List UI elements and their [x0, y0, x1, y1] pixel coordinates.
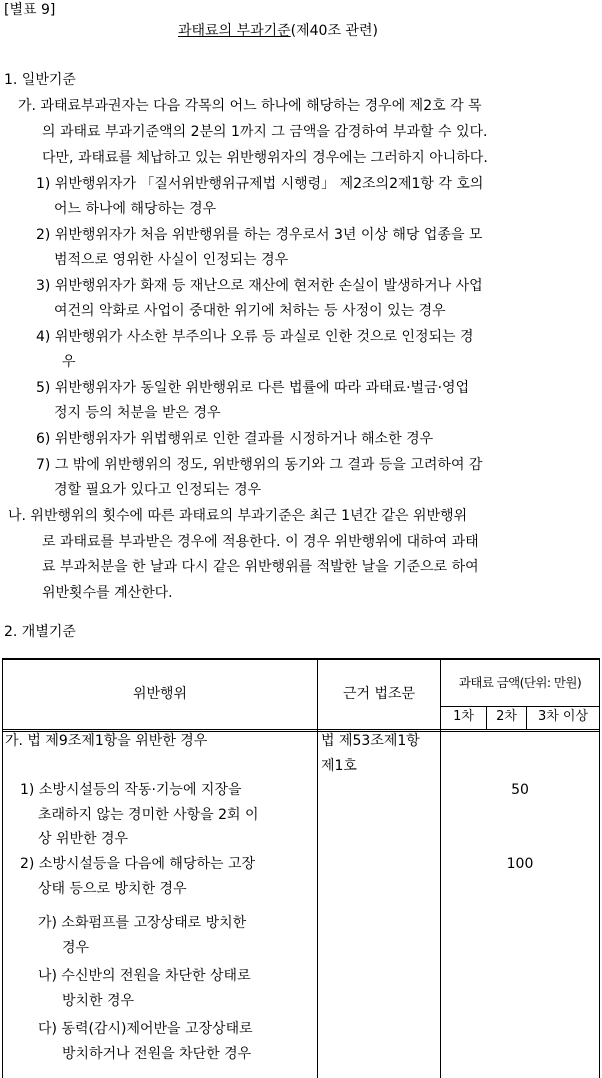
table-row: 가) 소화펌프를 고장상태로 방치한: [38, 915, 247, 931]
table-row: 2) 소방시설등을 다음에 해당하는 고장: [20, 856, 256, 872]
col-header-law: 근거 법조문: [342, 686, 416, 702]
table-row: 상태 등으로 방치한 경우: [38, 881, 187, 897]
list-item: 우: [62, 354, 76, 370]
fine-amount: 50: [511, 782, 529, 798]
list-item: 5) 위반행위자가 동일한 위반행위로 다른 법률에 따라 과태료·벌금·영업: [36, 380, 470, 396]
fine-amount: 100: [506, 856, 534, 872]
list-item: 범적으로 영위한 사실이 인정되는 경우: [54, 252, 289, 268]
list-item: 어느 하나에 해당하는 경우: [54, 201, 217, 217]
list-item: 4) 위반행위가 사소한 부주의나 오류 등 과실로 인한 것으로 인정되는 경: [36, 329, 474, 345]
table-row: 상 위반한 경우: [38, 831, 129, 847]
title-main: 과태료의 부과기준: [178, 23, 291, 39]
table-row: 초래하지 않는 경미한 사항을 2회 이: [38, 807, 259, 823]
clause-na-line: 나. 위반행위의 횟수에 따른 과태료의 부과기준은 최근 1년간 같은 위반행위: [8, 508, 468, 524]
table-row: 방치한 경우: [62, 993, 135, 1009]
col-header-1st: 1차: [453, 709, 474, 724]
title-ref: (제40조 관련): [290, 23, 378, 39]
list-item: 7) 그 밖에 위반행위의 정도, 위반행위의 동기와 그 결과 등을 고려하여 감: [36, 457, 483, 473]
list-item: 3) 위반행위자가 화재 등 재난으로 재산에 현저한 손실이 발생하거나 사업: [36, 278, 483, 294]
table-row: 나) 수신반의 전원을 차단한 상태로: [38, 968, 251, 984]
section-heading-general: 1. 일반기준: [4, 72, 76, 88]
col-header-3rd: 3차 이상: [537, 709, 589, 724]
list-item: 6) 위반행위자가 위법행위로 인한 결과를 시정하거나 해소한 경우: [36, 431, 434, 447]
table-row: 방치하거나 전원을 차단한 경우: [62, 1046, 252, 1062]
law-reference: 제1호: [321, 758, 357, 774]
list-item: 여건의 악화로 사업이 중대한 위기에 처하는 등 사정이 있는 경우: [54, 303, 446, 319]
list-item: 1) 위반행위자가 「질서위반행위규제법 시행령」 제2조의2제1항 각 호의: [36, 176, 484, 192]
clause-na-line: 로 과태료를 부과받은 경우에 적용한다. 이 경우 위반행위에 대하여 과태: [42, 534, 479, 550]
law-reference: 법 제53조제1항: [321, 733, 420, 749]
list-item: 정지 등의 처분을 받은 경우: [54, 405, 221, 421]
list-item: 2) 위반행위자가 처음 위반행위를 하는 경우로서 3년 이상 해당 업종을 모: [36, 227, 483, 243]
clause-ga-line: 가. 과태료부과권자는 다음 각목의 어느 하나에 해당하는 경우에 제2호 각 목: [18, 98, 482, 114]
clause-ga-line: 의 과태료 부과기준액의 2분의 1까지 그 금액을 감경하여 부과할 수 있다.: [42, 124, 488, 140]
page-title: [178, 21, 378, 41]
col-header-fine: 과태료 금액(단위: 만원): [458, 675, 582, 690]
clause-ga-line: 다만, 과태료를 체납하고 있는 위반행위자의 경우에는 그러하지 아니하다.: [42, 150, 488, 166]
section-heading-individual: 2. 개별기준: [4, 624, 76, 640]
table-row: 경우: [62, 940, 90, 956]
table-row: 1) 소방시설등의 작동·기능에 지장을: [20, 782, 242, 798]
table-row: 다) 동력(감시)제어반을 고장상태로: [38, 1021, 253, 1037]
clause-na-line: 위반횟수를 계산한다.: [42, 585, 173, 601]
appendix-label: [별표 9]: [4, 2, 56, 18]
list-item: 경할 필요가 있다고 인정되는 경우: [54, 482, 262, 498]
col-header-2nd: 2차: [496, 709, 517, 724]
row-title: 가. 법 제9조제1항을 위반한 경우: [5, 733, 208, 749]
col-header-violation: 위반행위: [132, 686, 188, 702]
clause-na-line: 료 부과처분을 한 날과 다시 같은 위반행위를 적발한 날을 기준으로 하여: [42, 559, 479, 575]
